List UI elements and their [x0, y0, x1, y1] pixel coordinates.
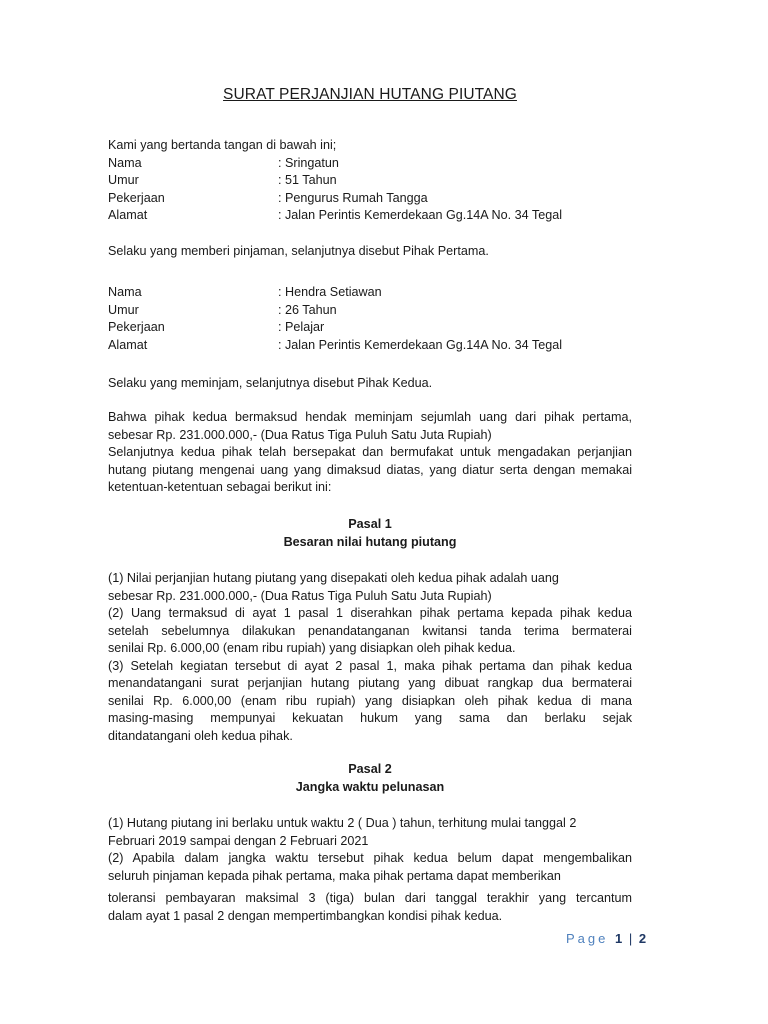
party2-section: [108, 284, 632, 354]
pasal-number: Pasal 1: [348, 517, 392, 531]
document-title: SURAT PERJANJIAN HUTANG PIUTANG: [223, 86, 517, 103]
intro-line: Kami yang bertanda tangan di bawah ini;: [108, 138, 337, 152]
field-value: : Hendra Setiawan: [278, 285, 382, 299]
field-value: : Jalan Perintis Kemerdekaan Gg.14A No. 34 Tegal: [278, 208, 562, 222]
paragraph-line: senilai Rp. 6.000,00 (enam ribu rupiah) yang disiapkan oleh pihak kedua di mana: [108, 693, 632, 708]
party1-role: Selaku yang memberi pinjaman, selanjutnya disebut Pihak Pertama.: [108, 244, 489, 258]
field-value: : Sringatun: [278, 155, 339, 170]
field-row: [108, 172, 632, 190]
paragraph-line: setelah sebelumnya dilakukan penandatanganan kwitansi tanda terima bermaterai: [108, 623, 632, 638]
party1-section: [108, 137, 632, 225]
field-row: [108, 190, 632, 208]
field-label: Nama: [108, 155, 142, 170]
field-row: [108, 155, 632, 173]
field-row: [108, 284, 632, 302]
paragraph-line: sebesar Rp. 231.000.000,- (Dua Ratus Tiga Puluh Satu Juta Rupiah): [108, 427, 492, 442]
field-value: : 51 Tahun: [278, 173, 337, 187]
pasal1-header: [108, 516, 632, 551]
paragraph-line: Februari 2019 sampai dengan 2 Februari 2021: [108, 833, 369, 848]
field-value: : Jalan Perintis Kemerdekaan Gg.14A No. 34 Tegal: [278, 337, 562, 352]
pasal-number: Pasal 2: [348, 762, 392, 776]
pasal1-body: [108, 570, 632, 745]
paragraph-line: Selanjutnya kedua pihak telah bersepakat dan bermufakat untuk mengadakan perjanjian: [108, 445, 632, 459]
pasal2-body-continued: [108, 890, 632, 925]
pasal-heading: Jangka waktu pelunasan: [295, 779, 445, 794]
paragraph-line: (2) Uang termaksud di ayat 1 pasal 1 diserahkan pihak pertama kepada pihak kedua: [108, 606, 632, 620]
field-value: : Pelajar: [278, 320, 325, 334]
field-label: Alamat: [108, 208, 148, 222]
field-row: [108, 319, 632, 337]
preamble: [108, 409, 632, 497]
field-label: Nama: [108, 285, 142, 299]
paragraph-line: seluruh pinjaman kepada pihak pertama, maka pihak pertama dapat memberikan: [108, 868, 561, 883]
field-label: Alamat: [108, 337, 148, 352]
paragraph-line: masing-masing mempunyai kekuatan hukum yang sama dan berlaku sejak: [108, 711, 632, 725]
paragraph-line: (2) Apabila dalam jangka waktu tersebut pihak kedua belum dapat mengembalikan: [108, 851, 632, 865]
paragraph-line: toleransi pembayaran maksimal 3 (tiga) bulan dari tanggal terakhir yang tercantum: [108, 891, 632, 905]
paragraph-line: menandatangani surat perjanjian hutang piutang yang dibuat rangkap dua bermaterai: [108, 676, 632, 690]
field-row: [108, 302, 632, 320]
paragraph-line: (3) Setelah kegiatan tersebut di ayat 2 pasal 1, maka pihak pertama dan pihak kedua: [108, 658, 632, 673]
field-value: : 26 Tahun: [278, 302, 337, 317]
field-value: : Pengurus Rumah Tangga: [278, 190, 428, 205]
paragraph-line: (1) Nilai perjanjian hutang piutang yang disepakati oleh kedua pihak adalah uang: [108, 571, 559, 585]
paragraph-line: ditandatangani oleh kedua pihak.: [108, 728, 293, 743]
paragraph-line: ketentuan-ketentuan sebagai berikut ini:: [108, 480, 332, 494]
field-label: Pekerjaan: [108, 320, 165, 334]
current-page-number: 1: [615, 931, 623, 946]
pasal2-header: [108, 761, 632, 796]
page-number-footer: [566, 930, 646, 948]
pasal2-body: [108, 815, 632, 885]
paragraph-line: dalam ayat 1 pasal 2 dengan mempertimbangkan kondisi pihak kedua.: [108, 908, 503, 923]
paragraph-line: hutang piutang mengenai uang yang dimaksud diatas, yang diatur serta dengan memakai: [108, 462, 632, 477]
paragraph-line: (1) Hutang piutang ini berlaku untuk waktu 2 ( Dua ) tahun, terhitung mulai tanggal 2: [108, 816, 577, 830]
page-label: Page: [566, 931, 609, 946]
pasal-heading: Besaran nilai hutang piutang: [283, 534, 457, 549]
party2-role: Selaku yang meminjam, selanjutnya disebut Pihak Kedua.: [108, 376, 433, 390]
page-separator: |: [628, 931, 633, 946]
field-label: Pekerjaan: [108, 190, 165, 205]
total-pages-number: 2: [638, 931, 647, 946]
field-row: [108, 337, 632, 355]
field-row: [108, 207, 632, 225]
paragraph-line: senilai Rp. 6.000,00 (enam ribu rupiah) yang disiapkan oleh pihak kedua.: [108, 641, 516, 655]
paragraph-line: sebesar Rp. 231.000.000,- (Dua Ratus Tiga Puluh Satu Juta Rupiah): [108, 588, 492, 603]
field-label: Umur: [108, 173, 139, 187]
paragraph-line: Bahwa pihak kedua bermaksud hendak meminjam sejumlah uang dari pihak pertama,: [108, 410, 632, 424]
field-label: Umur: [108, 302, 139, 317]
